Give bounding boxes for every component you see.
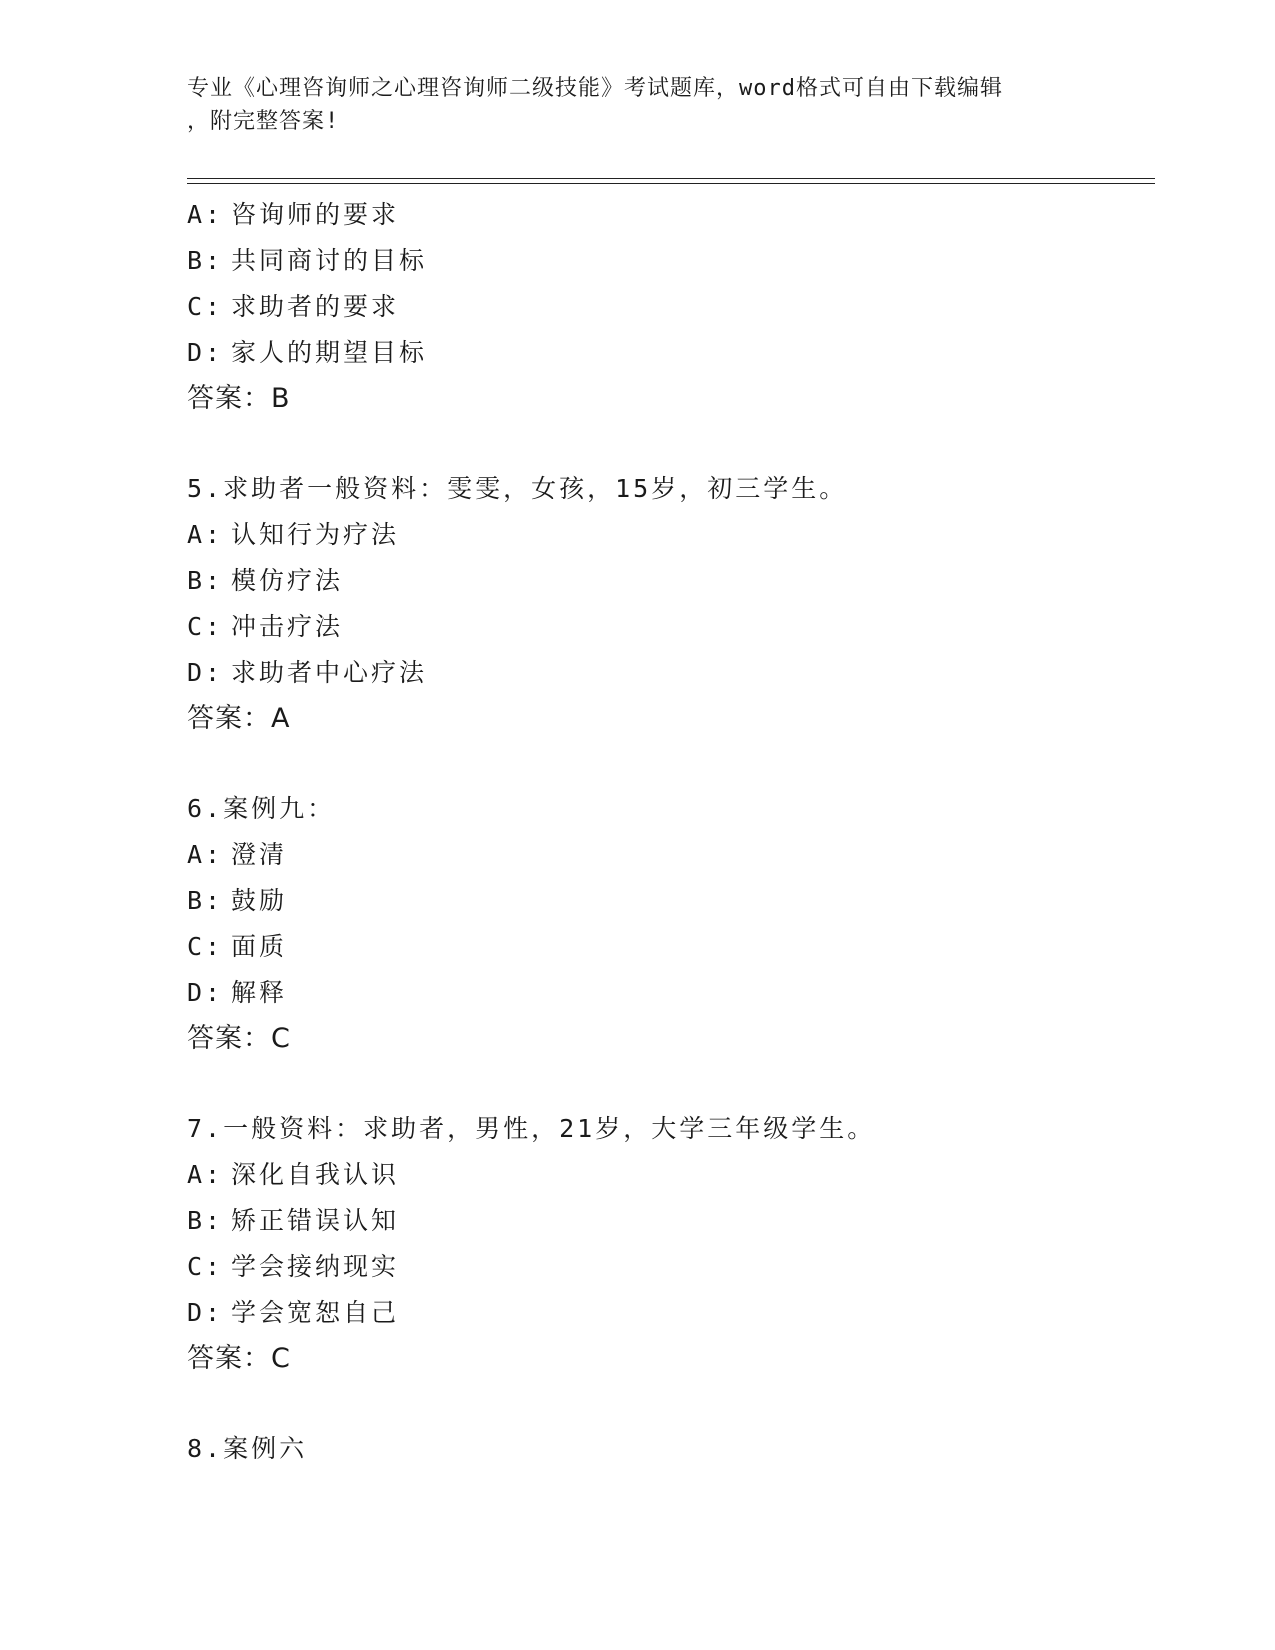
- question-block-4: [187, 192, 1155, 422]
- question-stem: 7.一般资料：求助者，男性，21岁，大学三年级学生。: [187, 1114, 876, 1143]
- question-block-5: [187, 466, 1155, 742]
- header-divider-bottom: [187, 183, 1155, 184]
- option-d: D: 家人的期望目标: [187, 338, 428, 367]
- option-c: C: 求助者的要求: [187, 292, 400, 321]
- option-c: C: 学会接纳现实: [187, 1252, 400, 1281]
- header-divider-top: [187, 178, 1155, 179]
- option-b: B: 鼓励: [187, 886, 288, 915]
- question-stem: 5.求助者一般资料：雯雯，女孩，15岁，初三学生。: [187, 474, 848, 503]
- question-block-6: [187, 786, 1155, 1062]
- option-a: A: 深化自我认识: [187, 1160, 400, 1189]
- option-c: C: 面质: [187, 932, 288, 961]
- question-stem: 8.案例六: [187, 1434, 308, 1463]
- option-a: A: 澄清: [187, 840, 288, 869]
- answer-line: 答案：A: [187, 703, 291, 734]
- option-d: D: 学会宽恕自己: [187, 1298, 400, 1327]
- question-block-7: [187, 1106, 1155, 1382]
- option-c: C: 冲击疗法: [187, 612, 344, 641]
- option-d: D: 求助者中心疗法: [187, 658, 428, 687]
- option-b: B: 共同商讨的目标: [187, 246, 428, 275]
- document-header: [187, 72, 1087, 138]
- option-b: B: 矫正错误认知: [187, 1206, 400, 1235]
- question-block-8: [187, 1426, 1155, 1472]
- option-d: D: 解释: [187, 978, 288, 1007]
- answer-line: 答案：C: [187, 1343, 291, 1374]
- header-title-line-1: 专业《心理咨询师之心理咨询师二级技能》考试题库，word格式可自由下载编辑: [187, 76, 1003, 101]
- question-list: [187, 192, 1155, 1472]
- option-b: B: 模仿疗法: [187, 566, 344, 595]
- option-a: A: 咨询师的要求: [187, 200, 400, 229]
- question-stem: 6.案例九：: [187, 794, 336, 823]
- option-a: A: 认知行为疗法: [187, 520, 400, 549]
- answer-line: 答案：B: [187, 383, 291, 414]
- header-title-line-2: ，附完整答案!: [187, 109, 340, 134]
- answer-line: 答案：C: [187, 1023, 291, 1054]
